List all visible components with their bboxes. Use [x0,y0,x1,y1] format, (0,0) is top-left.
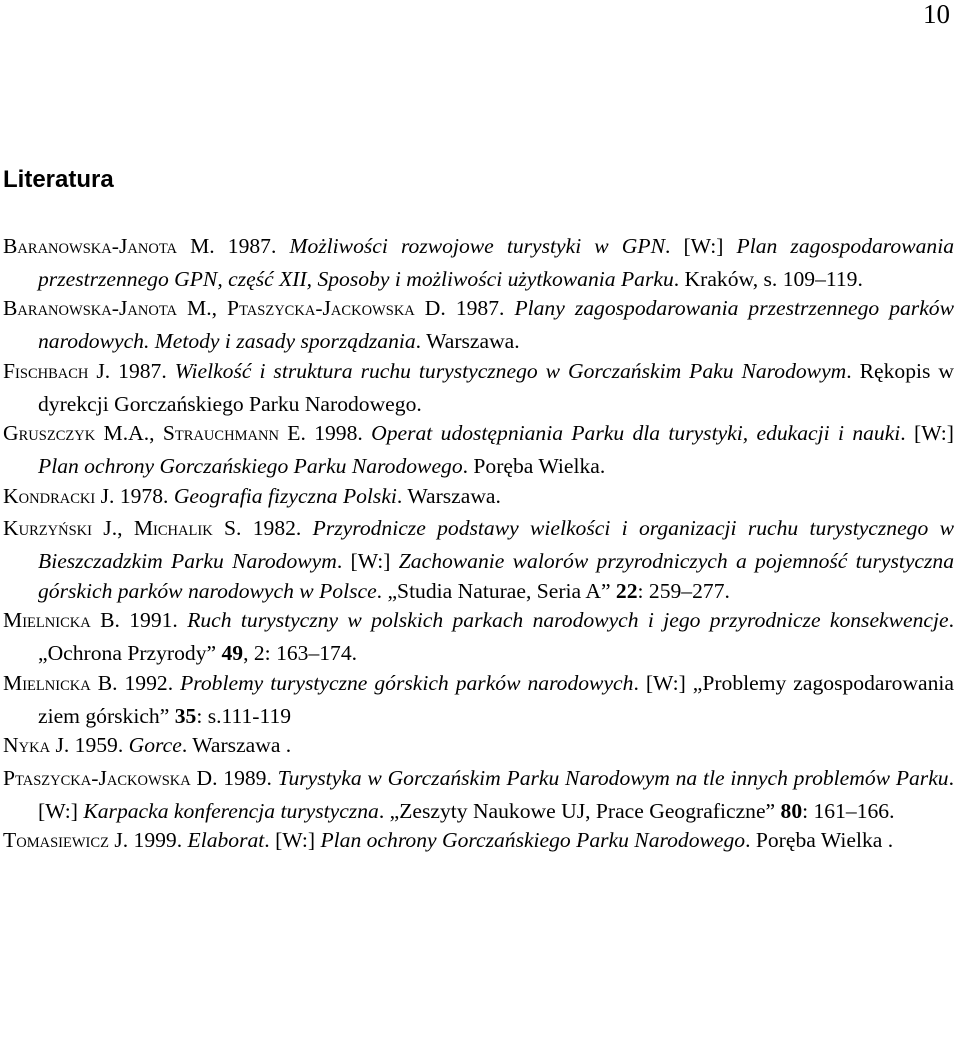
reference-title: Karpacka konferencja turystyczna [83,798,379,823]
reference-entry [3,294,954,356]
reference-author: BARANOWSKA-JANOTA [3,296,177,321]
reference-title: Geografia fizyczna Polski [173,483,397,508]
reference-text: : s.111-119 [196,703,292,728]
reference-text: D. 1987. [414,296,515,321]
reference-text: . [W:] [664,234,737,258]
reference-title: Plany zagospodarowania przestrzennego parków narodowych. Metody i zasady sporządzania [38,296,954,354]
reference-title: Zachowanie walorów przyrodniczych a pojemność turystyczna górskich parków narodowych w Polsce [38,549,955,603]
reference-author: KONDRACKI [3,483,96,508]
reference-text: . „Ochrona Przyrody” [38,608,954,666]
reference-author: FISCHBACH [3,358,89,383]
reference-text: . Rękopis w dyrekcji Gorczańskiego Parku Narodowego. [38,358,954,416]
reference-entry [3,764,954,826]
reference-volume: 22 [615,578,638,603]
reference-author: KURZYŃSKI [3,516,92,541]
reference-text: B. 1992. [90,670,181,695]
reference-text: M., [177,296,228,321]
reference-title: Gorce [128,733,182,758]
reference-author: MIELNICKA [3,608,91,633]
reference-entry [3,357,954,419]
reference-text: J., [92,516,134,541]
reference-entry [3,731,954,764]
reference-text: . [W:] [336,549,399,574]
reference-author: STRAUCHMANN [162,421,279,446]
reference-entry [3,232,954,294]
reference-text: J. 1978. [95,483,174,508]
reference-text: . Warszawa . [181,733,292,758]
reference-author: MIELNICKA [3,670,91,695]
reference-text: E. 1998. [278,421,372,446]
reference-text: M. 1987. [177,234,290,258]
reference-text: . [W:] [900,421,954,446]
reference-text: . [W:] „Problemy zagospodarowania ziem górskich” [38,670,954,728]
reference-text: S. 1982. [212,516,313,541]
reference-author: MICHALIK [133,516,213,541]
reference-entry [3,669,954,731]
reference-text: . „Zeszyty Naukowe UJ, Prace Geograficzne” [378,798,781,823]
reference-text: , 2: 163–174. [243,641,358,666]
reference-text: : 259–277. [637,578,730,603]
page-number: 10 [923,0,950,29]
reference-text: . [W:] [264,828,321,853]
reference-title: Operat udostępniania Parku dla turystyki, edukacji i nauki [371,421,901,446]
reference-author: BARANOWSKA-JANOTA [3,234,177,258]
reference-text: . [W:] [38,765,954,823]
reference-volume: 80 [780,798,803,823]
reference-title: Plan ochrony Gorczańskiego Parku Narodowego [320,828,746,853]
reference-title: Turystyka w Gorczańskim Parku Narodowym na tle innych problemów Parku [277,765,949,790]
reference-author: PTASZYCKA-JACKOWSKA [3,765,191,790]
reference-title: Plan ochrony Gorczańskiego Parku Narodowego [38,453,463,478]
reference-title: Przyrodnicze podstawy wielkości i organizacji ruchu turystycznego w Bieszczadzkim Parku Narodowym [38,516,954,574]
reference-text: . Warszawa. [396,483,501,508]
reference-text: . Poręba Wielka . [745,828,894,853]
reference-author: GRUSZCZYK [3,421,96,446]
reference-entry [3,826,954,859]
reference-entry [3,514,954,606]
reference-title: Plan zagospodarowania przestrzennego GPN, część XII, Sposoby i możliwości użytkowania Parku [38,234,955,291]
reference-text: J. 1999. [108,828,188,853]
reference-volume: 49 [221,641,244,666]
reference-entry [3,606,954,668]
reference-title: Możliwości rozwojowe turystyki w GPN [289,234,665,258]
reference-text: . Poręba Wielka. [462,453,606,478]
reference-entry [3,419,954,481]
reference-author: TOMASIEWICZ [3,828,109,853]
section-heading: Literatura [3,166,114,193]
reference-text: : 161–166. [802,798,895,823]
reference-title: Wielkość i struktura ruchu turystycznego w Gorczańskim Paku Narodowym [174,358,847,383]
reference-author: PTASZYCKA-JACKOWSKA [227,296,415,321]
reference-text: . „Studia Naturae, Seria A” [376,578,616,603]
reference-list [3,232,954,859]
reference-title: Problemy turystyczne górskich parków narodowych [180,670,634,695]
reference-author: NYKA [3,733,51,758]
reference-text: J. 1987. [88,358,175,383]
reference-text: . Warszawa. [415,329,520,354]
reference-text: D. 1989. [190,765,278,790]
reference-text: B. 1991. [90,608,188,633]
reference-volume: 35 [174,703,197,728]
reference-text: . Kraków, s. 109–119. [673,266,863,291]
reference-title: Elaborat [187,828,265,853]
reference-text: J. 1959. [50,733,129,758]
reference-title: Ruch turystyczny w polskich parkach narodowych i jego przyrodnicze konsekwencje [187,608,949,633]
reference-text: M.A., [95,421,163,446]
reference-entry [3,482,954,515]
